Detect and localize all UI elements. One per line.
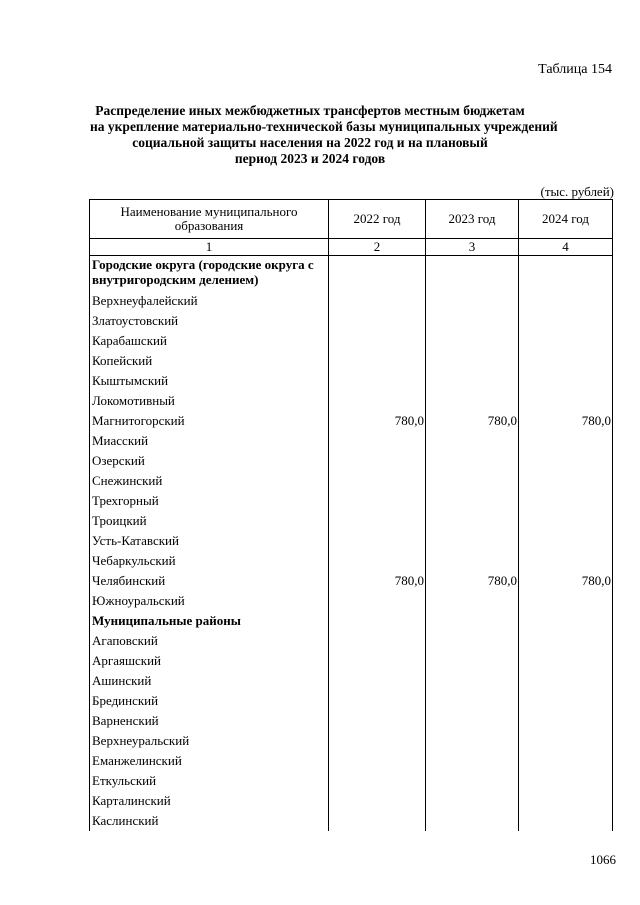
value-2023 bbox=[426, 631, 519, 651]
municipality-name: Карталинский bbox=[90, 791, 329, 811]
value-2023 bbox=[426, 391, 519, 411]
municipality-name: Варненский bbox=[90, 711, 329, 731]
value-2024 bbox=[519, 671, 613, 691]
value-2022 bbox=[329, 551, 426, 571]
table-row bbox=[90, 351, 613, 371]
value-2024 bbox=[519, 491, 613, 511]
table-row bbox=[90, 431, 613, 451]
value-2022 bbox=[329, 751, 426, 771]
value-2023 bbox=[426, 791, 519, 811]
value-2024 bbox=[519, 311, 613, 331]
table-row bbox=[90, 651, 613, 671]
value-2024 bbox=[519, 631, 613, 651]
municipality-name: Троицкий bbox=[90, 511, 329, 531]
table-row bbox=[90, 511, 613, 531]
transfers-table bbox=[89, 199, 613, 831]
table-row bbox=[90, 731, 613, 751]
value-2023 bbox=[426, 371, 519, 391]
value-2023 bbox=[426, 811, 519, 831]
value-2023 bbox=[426, 771, 519, 791]
value-2022 bbox=[329, 811, 426, 831]
section-value-cell bbox=[329, 256, 426, 292]
value-2022: 780,0 bbox=[329, 571, 426, 591]
value-2023 bbox=[426, 431, 519, 451]
value-2022 bbox=[329, 451, 426, 471]
value-2022 bbox=[329, 671, 426, 691]
value-2022 bbox=[329, 691, 426, 711]
column-number: 3 bbox=[426, 239, 519, 256]
value-2022 bbox=[329, 511, 426, 531]
title-line: Распределение иных межбюджетных трансфертов местным бюджетам bbox=[95, 103, 525, 118]
header-2022: 2022 год bbox=[329, 200, 426, 239]
municipality-name: Каслинский bbox=[90, 811, 329, 831]
page-number: 1066 bbox=[590, 852, 616, 867]
municipality-name: Миасский bbox=[90, 431, 329, 451]
value-2022 bbox=[329, 291, 426, 311]
value-2022 bbox=[329, 591, 426, 611]
municipality-name: Верхнеуральский bbox=[90, 731, 329, 751]
title-line: социальной защиты населения на 2022 год и на плановый bbox=[132, 135, 488, 150]
value-2024 bbox=[519, 431, 613, 451]
section-name: Городские округа (городские округа с внутригородским делением) bbox=[90, 256, 329, 292]
table-row bbox=[90, 751, 613, 771]
table-row bbox=[90, 331, 613, 351]
value-2024 bbox=[519, 371, 613, 391]
table-row bbox=[90, 391, 613, 411]
table-row bbox=[90, 371, 613, 391]
section-value-cell bbox=[426, 611, 519, 631]
table-row bbox=[90, 451, 613, 471]
value-2022 bbox=[329, 651, 426, 671]
table-row bbox=[90, 591, 613, 611]
table-row bbox=[90, 811, 613, 831]
value-2023 bbox=[426, 751, 519, 771]
value-2023 bbox=[426, 731, 519, 751]
units-label: (тыс. рублей) bbox=[540, 184, 614, 199]
table-row bbox=[90, 491, 613, 511]
column-number: 4 bbox=[519, 239, 613, 256]
value-2024 bbox=[519, 471, 613, 491]
value-2023: 780,0 bbox=[426, 411, 519, 431]
value-2023 bbox=[426, 331, 519, 351]
value-2024 bbox=[519, 551, 613, 571]
value-2023 bbox=[426, 491, 519, 511]
table-header-row bbox=[90, 200, 613, 239]
column-number-row bbox=[90, 239, 613, 256]
municipality-name: Снежинский bbox=[90, 471, 329, 491]
value-2024: 780,0 bbox=[519, 571, 613, 591]
table-row bbox=[90, 571, 613, 591]
value-2022 bbox=[329, 311, 426, 331]
municipality-name: Кыштымский bbox=[90, 371, 329, 391]
section-row bbox=[90, 256, 613, 292]
municipality-name: Верхнеуфалейский bbox=[90, 291, 329, 311]
table-row bbox=[90, 771, 613, 791]
section-value-cell bbox=[519, 256, 613, 292]
value-2022 bbox=[329, 331, 426, 351]
municipality-name: Еманжелинский bbox=[90, 751, 329, 771]
value-2023 bbox=[426, 291, 519, 311]
value-2023 bbox=[426, 691, 519, 711]
value-2024 bbox=[519, 531, 613, 551]
value-2022 bbox=[329, 711, 426, 731]
municipality-name: Магнитогорский bbox=[90, 411, 329, 431]
table-row bbox=[90, 631, 613, 651]
value-2023 bbox=[426, 471, 519, 491]
value-2022 bbox=[329, 771, 426, 791]
section-row bbox=[90, 611, 613, 631]
value-2024 bbox=[519, 591, 613, 611]
municipality-name: Карабашский bbox=[90, 331, 329, 351]
value-2022 bbox=[329, 351, 426, 371]
municipality-name: Еткульский bbox=[90, 771, 329, 791]
section-value-cell bbox=[329, 611, 426, 631]
value-2024 bbox=[519, 351, 613, 371]
value-2024 bbox=[519, 751, 613, 771]
header-2024: 2024 год bbox=[519, 200, 613, 239]
municipality-name: Челябинский bbox=[90, 571, 329, 591]
value-2024 bbox=[519, 711, 613, 731]
municipality-name: Златоустовский bbox=[90, 311, 329, 331]
table-row bbox=[90, 551, 613, 571]
table-row bbox=[90, 671, 613, 691]
section-name: Муниципальные районы bbox=[90, 611, 329, 631]
value-2023 bbox=[426, 531, 519, 551]
value-2022 bbox=[329, 531, 426, 551]
value-2024 bbox=[519, 651, 613, 671]
table-row bbox=[90, 531, 613, 551]
value-2023 bbox=[426, 551, 519, 571]
value-2024 bbox=[519, 811, 613, 831]
value-2022 bbox=[329, 631, 426, 651]
value-2024 bbox=[519, 791, 613, 811]
value-2022 bbox=[329, 431, 426, 451]
header-municipality: Наименование муниципального образования bbox=[90, 200, 329, 239]
value-2024 bbox=[519, 331, 613, 351]
value-2024 bbox=[519, 291, 613, 311]
value-2024 bbox=[519, 511, 613, 531]
value-2024 bbox=[519, 451, 613, 471]
table-row bbox=[90, 711, 613, 731]
municipality-name: Южноуральский bbox=[90, 591, 329, 611]
value-2023 bbox=[426, 351, 519, 371]
table-row bbox=[90, 411, 613, 431]
value-2023 bbox=[426, 311, 519, 331]
value-2023: 780,0 bbox=[426, 571, 519, 591]
municipality-name: Усть-Катавский bbox=[90, 531, 329, 551]
table-row bbox=[90, 691, 613, 711]
municipality-name: Озерский bbox=[90, 451, 329, 471]
value-2023 bbox=[426, 671, 519, 691]
value-2022 bbox=[329, 791, 426, 811]
value-2024 bbox=[519, 731, 613, 751]
value-2022 bbox=[329, 731, 426, 751]
table-body bbox=[90, 256, 613, 832]
municipality-name: Брединский bbox=[90, 691, 329, 711]
section-value-cell bbox=[519, 611, 613, 631]
table-row bbox=[90, 291, 613, 311]
column-number: 1 bbox=[90, 239, 329, 256]
title-line: период 2023 и 2024 годов bbox=[234, 151, 386, 166]
municipality-name: Локомотивный bbox=[90, 391, 329, 411]
table-row bbox=[90, 471, 613, 491]
document-title bbox=[90, 103, 558, 167]
table-number-label: Таблица 154 bbox=[538, 62, 612, 77]
municipality-name: Трехгорный bbox=[90, 491, 329, 511]
municipality-name: Копейский bbox=[90, 351, 329, 371]
municipality-name: Чебаркульский bbox=[90, 551, 329, 571]
value-2023 bbox=[426, 651, 519, 671]
value-2022 bbox=[329, 491, 426, 511]
value-2024 bbox=[519, 391, 613, 411]
value-2022 bbox=[329, 371, 426, 391]
value-2023 bbox=[426, 711, 519, 731]
header-2023: 2023 год bbox=[426, 200, 519, 239]
value-2022 bbox=[329, 391, 426, 411]
value-2023 bbox=[426, 591, 519, 611]
value-2022: 780,0 bbox=[329, 411, 426, 431]
municipality-name: Ашинский bbox=[90, 671, 329, 691]
value-2024 bbox=[519, 771, 613, 791]
title-line: на укрепление материально-технической базы муниципальных учреждений bbox=[90, 119, 558, 134]
value-2023 bbox=[426, 511, 519, 531]
section-value-cell bbox=[426, 256, 519, 292]
value-2024: 780,0 bbox=[519, 411, 613, 431]
table-row bbox=[90, 311, 613, 331]
value-2022 bbox=[329, 471, 426, 491]
municipality-name: Аргаяшский bbox=[90, 651, 329, 671]
table-row bbox=[90, 791, 613, 811]
value-2024 bbox=[519, 691, 613, 711]
column-number: 2 bbox=[329, 239, 426, 256]
value-2023 bbox=[426, 451, 519, 471]
municipality-name: Агаповский bbox=[90, 631, 329, 651]
